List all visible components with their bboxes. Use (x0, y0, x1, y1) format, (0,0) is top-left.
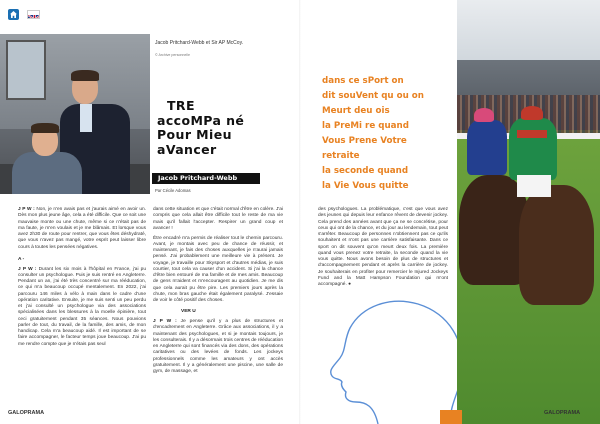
pull-quote-line: la Vie Vous quitte (322, 181, 409, 191)
pull-quote-line: la PreMi re quand (322, 121, 409, 131)
article-column-middle (153, 207, 283, 379)
subject-name-bar: Jacob Pritchard-Webb (152, 173, 260, 184)
pull-quote-line: la seconde quand (322, 166, 409, 176)
article-title (157, 99, 277, 157)
title-line: Pour Mieu (157, 127, 232, 142)
pull-quote-line: dit souVent qu ou on (322, 91, 424, 101)
horse-race-photo (457, 0, 600, 424)
paragraph: A - (18, 256, 25, 262)
article-column-left (18, 207, 146, 351)
paragraph: J P W : Durant les six mois à l'hôpital en France, j'ai pu consulter un psychologue. Puis je suis rentré en Angleterre. Pendant un an, j'ai été très concentré sur ma rééducation, ce qui m'a beaucoup occupé mentalement. En 2022, j'ai parcouru 146 miles à vélo à main dans le cadre d'une opération caritative. Ensuite, je me suis senti un peu perdu et j'ai consulté un psychologue via des associations spécialisées dans les blessures à la moelle épinière, tout ceci gratuitement pendant 35 séances. Nous pouvions parler de tout, du travail, de la famille, des amis, de mon handicap. Cela m'a beaucoup aidé. Il est important de se faire accompagner, le facteur temps joue beaucoup. J'ai pu me rendre compte que je n'étais pas seul (18, 266, 147, 347)
paragraph: VER U (181, 309, 196, 315)
pull-quote-line: Meurt deu ois (322, 106, 390, 116)
byline: Par Cécile Adomas (155, 188, 191, 193)
pull-quote-line: retraite (322, 151, 360, 161)
portrait-photo (0, 34, 150, 194)
paragraph: J P W : Non, je n'en avais pas et j'aurais aimé en avoir un. Dès mon plus jeune âge, cela a été difficile. Que ce soit une mauvaise monte ou une chute, même si ce n'était pas de ma faute, je m'en voulais et je me blâmais. Et lorsque vous avez 2h30 de route pour rentrer, que vous êtes déshydraté, que vous n'avez pas mangé, votre esprit peut laisser libre cours à toutes les pensées négatives. (18, 207, 146, 250)
article-column-right (318, 207, 448, 292)
pull-quote-line: Vous Prene Votre (322, 136, 407, 146)
title-line: TRE (167, 98, 195, 113)
head-profile-illustration (300, 292, 470, 424)
paragraph: Être encadré m'a permis de réaliser tout le chemin parcouru. Avant, je montais avec peu de chance de réussir, et maintenant, je fais des choses auxquelles je n'aurai jamais pensé. J'ai probablement une meilleure vie à présent. Je voyage, je travaille pour Skysport et d'autres médias, je suis courtier, tout cela va causer d'un accident. Si j'ai la chance d'être bien entouré de ma famille et de mes amis. Beaucoup de gens m'aident et m'encouragent au quotidien. Je me dis que cela aurait pu être pire. Les premiers jours après la chute, mon bras gauche était également paralysé. J'essaie de voir le côté positif des choses. (153, 235, 283, 303)
footer-magazine-name-right: GALOPRAMA (544, 410, 581, 416)
pull-quote (322, 74, 452, 194)
paragraph: des psychologues. La problématique, c'est que vous avez des jeunes qui depuis leur enfance rêvent de devenir jockey. Cela prend des années avant que ça ne se concrétise, pour ceux qui ont de la chance, et du jour au lendemain, tout peut s'arrêter. Beaucoup de personnes n'obtiennent pas ce qu'ils souhaitent et n'ont pas une carrière satisfaisante. Dans ce sport on dit souvent qu'on meurt deux fois. La première quand vous prenez votre retraite, la seconde quand la vie vous quitte. Nous avons besoin de plus de structures et d'accompagnement pendant et après la carrière de jockey. Je souhaiterais en profiter pour remercier le Injured Jockeys Fund and la Matt Hampson Foundation qui m'ont accompagné. ● (318, 207, 448, 287)
home-icon[interactable] (8, 9, 19, 20)
paragraph: J P W : Je pense qu'il y a plus de structures et d'encadrement en Angleterre. Grâce aux associations, il y a maintenant des psychologues, et si je montais toujours, je les consulterais. Il y a désormais trois centres de rééducation en Angleterre qui sont financés via des dons, des opérations caritatives ou des levées de fonds. Les jockeys professionnels comme les amateurs y ont accès gratuitement. Il y a généralement une piscine, une salle de gym, de massage, et (153, 319, 283, 374)
photo-caption: Jacob Pritchard-Webb et Sir AP McCoy. (155, 40, 244, 46)
title-line: aVancer (157, 141, 217, 157)
paragraph: dans cette situation et que c'était normal d'être en colère. J'ai compris que cela allait être difficile tout le reste de ma vie mais qu'il fallait l'accepter. Respirer un grand coup et avancer ! (153, 207, 283, 231)
uk-flag-icon[interactable] (27, 10, 40, 19)
pull-quote-line: dans ce sPort on (322, 76, 404, 86)
photo-credit: © Archive personnelle (155, 53, 191, 57)
title-line: accoMPa né (157, 112, 245, 128)
orange-accent-box (440, 410, 462, 424)
footer-magazine-name-left: GALOPRAMA (8, 410, 45, 416)
